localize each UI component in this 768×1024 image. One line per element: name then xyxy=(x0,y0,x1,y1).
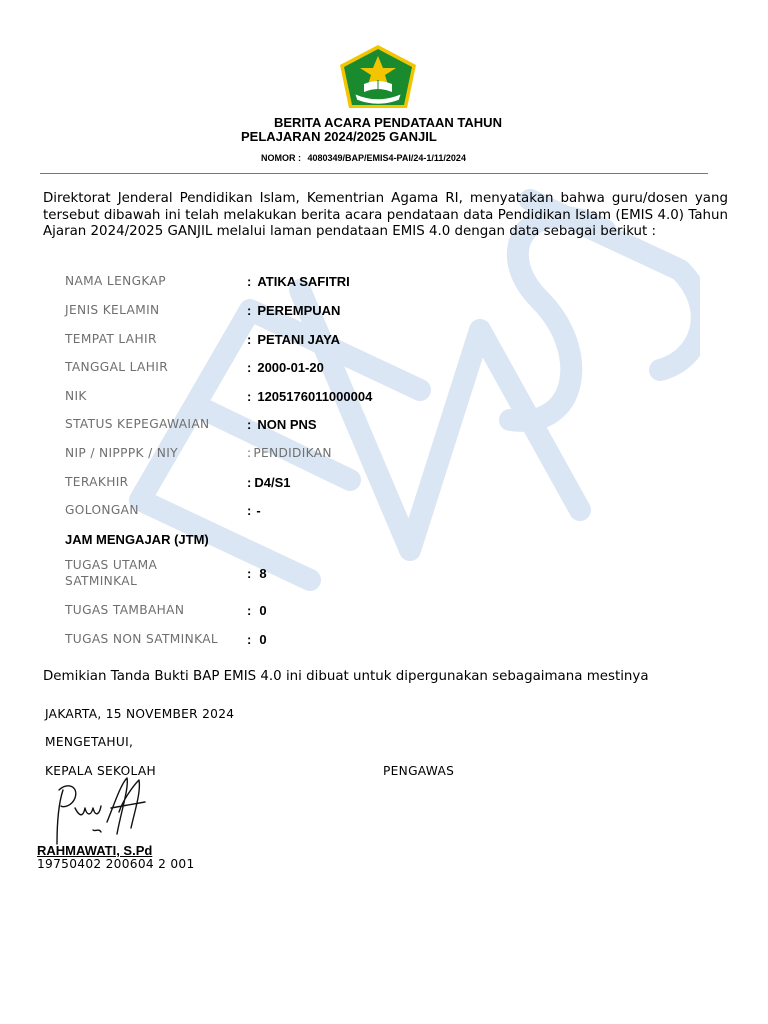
field-value: : D4/S1 xyxy=(247,475,291,490)
intro-paragraph: Direktorat Jenderal Pendidikan Islam, Kementrian Agama RI, menyatakan bahwa guru/dosen yang tersebut dibawah ini telah melakukan berita acara pendataan data Pendidikan Islam (EMIS 4.0) Tahun Ajaran 2024/2025 GANJIL melalui laman pendataan EMIS 4.0 dengan data sebagai berikut : xyxy=(43,191,728,239)
field-label: NAMA LENGKAP xyxy=(65,274,166,288)
field-value: : 0 xyxy=(247,632,267,647)
document-title-line-2: PELAJARAN 2024/2025 GANJIL xyxy=(241,129,437,144)
supervisor-label: PENGAWAS xyxy=(383,764,455,778)
field-label: JENIS KELAMIN xyxy=(65,303,160,317)
field-value: : ATIKA SAFITRI xyxy=(247,274,350,289)
field-label: TUGAS UTAMA SATMINKAL xyxy=(65,558,158,588)
field-value: : - xyxy=(247,503,261,518)
handwritten-signature xyxy=(45,772,155,854)
field-label: TANGGAL LAHIR xyxy=(65,360,169,374)
signer-nip: 19750402 200604 2 001 xyxy=(37,857,195,871)
document-number-value: 4080349/BAP/EMIS4-PAI/24-1/11/2024 xyxy=(307,153,466,163)
signer-name: RAHMAWATI, S.Pd xyxy=(37,843,153,858)
acknowledged-label: MENGETAHUI, xyxy=(45,735,134,749)
closing-statement: Demikian Tanda Bukti BAP EMIS 4.0 ini dibuat untuk dipergunakan sebagaimana mestinya xyxy=(43,669,649,684)
field-label: GOLONGAN xyxy=(65,503,139,517)
field-value: : 1205176011000004 xyxy=(247,389,373,404)
principal-label: KEPALA SEKOLAH xyxy=(45,764,157,778)
jtm-heading: JAM MENGAJAR (JTM) xyxy=(65,532,209,547)
field-label: TUGAS TAMBAHAN xyxy=(65,603,185,617)
field-value: : 8 xyxy=(247,566,267,581)
field-value: : PEREMPUAN xyxy=(247,303,341,318)
field-label: STATUS KEPEGAWAIAN xyxy=(65,417,210,431)
field-label: TERAKHIR xyxy=(65,475,129,489)
document-number xyxy=(261,153,466,163)
field-label: NIP / NIPPPK / NIY xyxy=(65,446,178,460)
field-value: : NON PNS xyxy=(247,417,317,432)
field-label: TUGAS NON SATMINKAL xyxy=(65,632,219,646)
document-number-label: NOMOR : xyxy=(261,153,301,163)
field-label: TEMPAT LAHIR xyxy=(65,332,157,346)
field-label: NIK xyxy=(65,389,87,403)
field-value: : 2000-01-20 xyxy=(247,360,324,375)
document-title-line-1: BERITA ACARA PENDATAAN TAHUN xyxy=(274,115,502,130)
place-date: JAKARTA, 15 NOVEMBER 2024 xyxy=(45,707,235,721)
header-divider xyxy=(40,173,708,174)
field-value: : PENDIDIKAN xyxy=(247,446,332,460)
kementerian-agama-emblem-icon xyxy=(337,44,419,112)
field-value: : 0 xyxy=(247,603,267,618)
field-value: : PETANI JAYA xyxy=(247,332,340,347)
